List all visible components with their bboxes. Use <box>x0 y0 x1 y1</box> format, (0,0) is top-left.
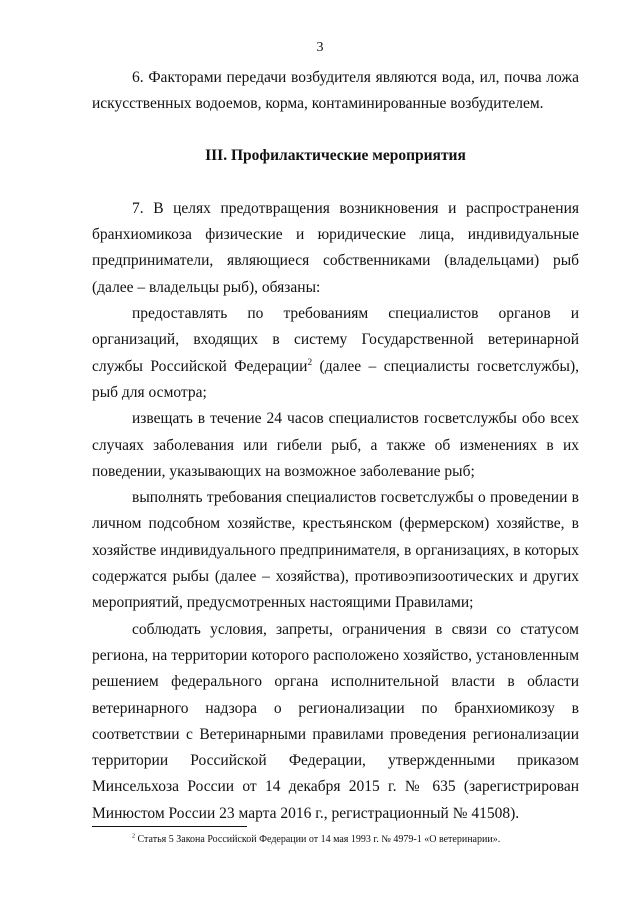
paragraph-7-comply: выполнять требования специалистов госветслужбы о проведении в личном подсобном хозяйстве, крестьянском (фермерском) хозяйстве, в хозяйстве индивидуального предпринимателя, в организациях, в которых содержатся рыбы (далее – хозяйства), противоэпизоотических и других мероприятий, предусмотренных настоящими Правилами; <box>92 489 579 612</box>
paragraph-7-observe: соблюдать условия, запреты, ограничения в связи со статусом региона, на территории которого расположено хозяйство, установленным решением федерального органа исполнительной власти в области ветеринарного надзора о регионализации по бранхиомикозу в соответствии с Ветеринарными правилами проведения регионализации территории Российской Федерации, утвержденными приказом Минсельхоза России от 14 декабря 2015 г. № 635 (зарегистрирован Минюстом России 23 марта 2016 г., регистрационный № 41508). <box>92 620 579 822</box>
paragraph-7-provide-tail: (далее – специалисты госветслужбы), рыб для осмотра; <box>92 357 580 401</box>
paragraph-7: 7. В целях предотвращения возникновения и распространения бранхиомикоза физические и юридические лица, индивидуальные предприниматели, являющиеся собственниками (владельцами) рыб (далее – владельцы рыб), обязаны: <box>92 199 579 296</box>
paragraph-7-notify: извещать в течение 24 часов специалистов госветслужбы обо всех случаях заболевания или гибели рыб, а также об изменениях в их поведении, указывающих на возможное заболевание рыб; <box>92 410 579 480</box>
footnote <box>92 833 579 846</box>
paragraph-7-provide <box>92 301 579 406</box>
paragraph-6: 6. Факторами передачи возбудителя являются вода, ил, почва ложа искусственных водоемов, корма, контаминированные возбудителем. <box>92 69 579 113</box>
section-heading: III. Профилактические мероприятия <box>205 146 466 164</box>
page-number: 3 <box>316 40 324 55</box>
footnote-text: Статья 5 Закона Российской Федерации от 14 мая 1993 г. № 4979-1 «О ветеринарии». <box>135 834 501 845</box>
footnote-reference: 2 <box>307 357 313 368</box>
footnote-marker: 2 <box>132 833 135 840</box>
paragraph-7-provide-text: предоставлять по требованиям специалистов органов и организаций, входящих в систему Государственной ветеринарной службы Российской Федерации <box>92 305 579 375</box>
footnote-separator <box>92 826 247 827</box>
document-body <box>92 65 579 827</box>
